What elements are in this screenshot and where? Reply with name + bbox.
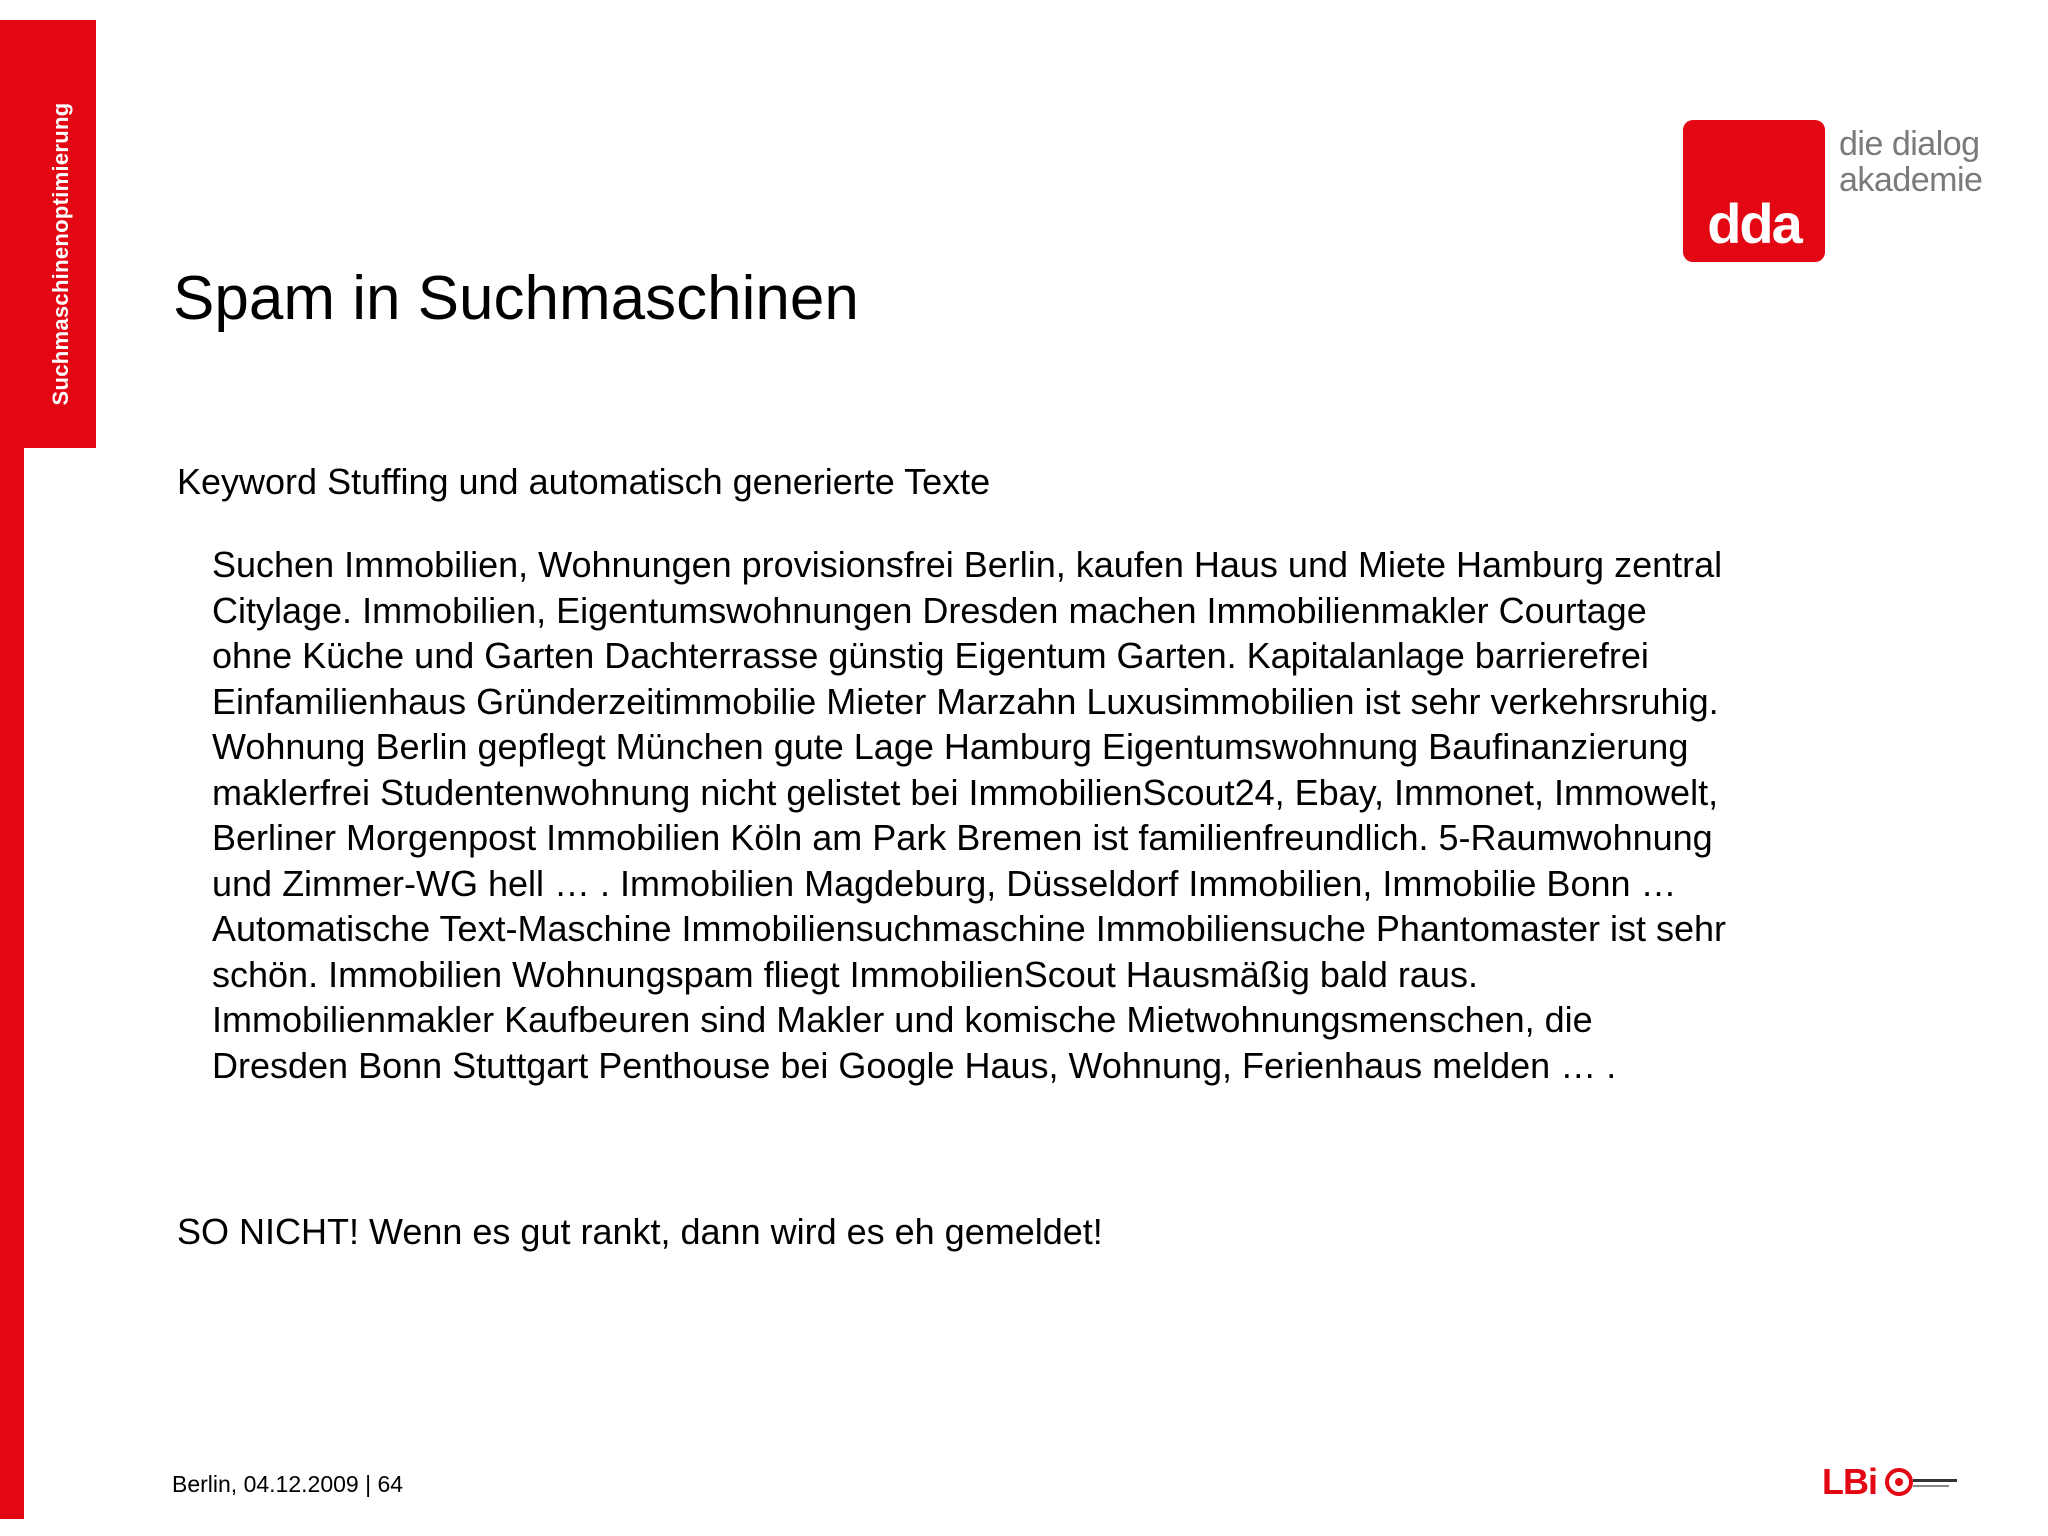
spam-text-line: Wohnung Berlin gepflegt München gute Lage Hamburg Eigentumswohnung Baufinanzierung bbox=[212, 726, 1689, 767]
spam-text-line: Suchen Immobilien, Wohnungen provisionsfrei Berlin, kaufen Haus und Miete Hamburg zentral bbox=[212, 544, 1723, 585]
dda-logo-wordmark bbox=[1839, 126, 1982, 198]
sidebar-label: Suchmaschinenoptimierung bbox=[48, 102, 73, 406]
sidebar-tab bbox=[0, 20, 96, 448]
spam-text-line: Citylage. Immobilien, Eigentumswohnungen Dresden machen Immobilienmakler Courtage bbox=[212, 589, 1647, 631]
spam-text-line: Immobilienmakler Kaufbeuren sind Makler und komische Mietwohnungsmenschen, die bbox=[212, 999, 1593, 1040]
lbi-logo-text: LBi bbox=[1822, 1461, 1877, 1502]
lbi-logo bbox=[1822, 1462, 1959, 1502]
footer-date-page: Berlin, 04.12.2009 | 64 bbox=[172, 1471, 404, 1497]
spam-text-line: und Zimmer-WG hell … . Immobilien Magdeburg, Düsseldorf Immobilien, Immobilie Bonn … bbox=[212, 862, 1677, 904]
closing-statement: SO NICHT! Wenn es gut rankt, dann wird es eh gemeldet! bbox=[177, 1211, 1103, 1252]
dda-logo-line2: akademie bbox=[1839, 161, 1983, 199]
spam-text-line: maklerfrei Studentenwohnung nicht gelistet bei ImmobilienScout24, Ebay, Immonet, Immowelt, bbox=[212, 771, 1719, 813]
spam-text-line: ohne Küche und Garten Dachterrasse günstig Eigentum Garten. Kapitalanlage barrierefrei bbox=[212, 635, 1649, 676]
spam-text-line: Berliner Morgenpost Immobilien Köln am Park Bremen ist familienfreundlich. 5-Raumwohnung bbox=[212, 817, 1713, 858]
spam-text-line: schön. Immobilien Wohnungspam fliegt ImmobilienScout Hausmäßig bald raus. bbox=[212, 953, 1478, 995]
dda-logo-mark bbox=[1683, 120, 1825, 262]
spam-example-text bbox=[212, 542, 2012, 1088]
lbi-partner-emblem-icon bbox=[1883, 1465, 1959, 1499]
dda-logo-letters: dda bbox=[1707, 192, 1801, 255]
slide-title: Spam in Suchmaschinen bbox=[173, 264, 859, 333]
sidebar-accent-line bbox=[0, 448, 24, 1519]
spam-text-line: Automatische Text-Maschine Immobiliensuchmaschine Immobiliensuche Phantomaster ist sehr bbox=[212, 908, 1727, 949]
dda-logo-line1: die dialog bbox=[1839, 125, 1980, 163]
spam-text-line: Dresden Bonn Stuttgart Penthouse bei Google Haus, Wohnung, Ferienhaus melden … . bbox=[212, 1044, 1617, 1086]
slide-subtitle: Keyword Stuffing und automatisch generierte Texte bbox=[177, 461, 991, 502]
spam-text-line: Einfamilienhaus Gründerzeitimmobilie Mieter Marzahn Luxusimmobilien ist sehr verkehrsruhig. bbox=[212, 680, 1719, 722]
